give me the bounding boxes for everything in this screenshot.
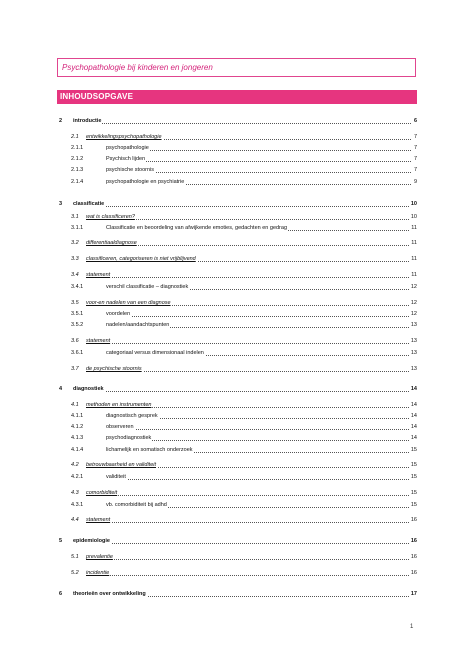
toc-entry-number: 4.1.2 <box>71 424 84 430</box>
toc-entry-title[interactable]: validiteit <box>106 474 126 480</box>
toc-entry-number: 4.1.1 <box>71 413 84 419</box>
toc-entry-number: 2.1.2 <box>71 156 84 162</box>
toc-entry-title[interactable]: classificatie <box>73 201 105 207</box>
toc-entry-number: 3.6 <box>71 338 79 344</box>
toc-entry-number: 3.1 <box>71 214 79 220</box>
toc-entry-title[interactable]: statement <box>86 272 111 278</box>
toc-entry-page: 16 <box>410 538 417 544</box>
toc-entry-number: 3.7 <box>71 366 79 372</box>
toc-entry[interactable] <box>57 386 417 396</box>
toc-entry-number: 4.3.1 <box>71 502 84 508</box>
toc-entry-title[interactable]: psychische stoornis <box>106 167 154 173</box>
toc-entry[interactable] <box>57 118 417 128</box>
toc-entry-page: 15 <box>410 462 417 468</box>
toc-entry[interactable] <box>57 167 417 177</box>
toc-entry-page: 14 <box>410 402 417 408</box>
toc-entry-title[interactable]: vb. comorbiditeit bij adhd <box>106 502 167 508</box>
toc-entry-number: 3.1.1 <box>71 225 84 231</box>
toc-entry[interactable] <box>57 201 417 211</box>
toc-entry-number: 2.1.4 <box>71 179 84 185</box>
toc-dot-leader <box>106 316 411 317</box>
toc-entry-page: 13 <box>410 350 417 356</box>
toc-entry-page: 11 <box>411 240 417 246</box>
toc-dot-leader <box>73 391 411 392</box>
toc-entry-title[interactable]: voordelen <box>106 311 131 317</box>
toc-entry-number: 3.6.1 <box>71 350 84 356</box>
toc-entry[interactable] <box>57 490 417 500</box>
toc-entry-page: 15 <box>410 447 417 453</box>
toc-entry-title[interactable]: classificeren, categoriseren is niet vrijblijvend <box>86 256 196 262</box>
toc-entry-number: 4.3 <box>71 490 79 496</box>
toc-entry-number: 4.2.1 <box>71 474 84 480</box>
toc-entry-number: 4 <box>59 386 63 392</box>
toc-entry-number: 3.3 <box>71 256 79 262</box>
toc-entry[interactable] <box>57 462 417 472</box>
toc-entry[interactable] <box>57 322 417 332</box>
toc-dot-leader <box>86 559 411 560</box>
toc-entry-page: 12 <box>410 311 417 317</box>
toc-entry-title[interactable]: diagnostisch gesprek <box>106 413 158 419</box>
toc-entry-page: 14 <box>410 424 417 430</box>
toc-entry-title[interactable]: wat is classificeren? <box>86 214 135 220</box>
toc-dot-leader <box>73 123 411 124</box>
toc-entry-number: 3.4 <box>71 272 79 278</box>
toc-entry-number: 5.2 <box>71 570 79 576</box>
toc-entry-number: 3.5 <box>71 300 79 306</box>
toc-entry-page: 6 <box>413 118 417 124</box>
toc-entry-number: 2 <box>59 118 63 124</box>
toc-entry[interactable] <box>57 413 417 423</box>
toc-entry-title[interactable]: statement <box>86 517 111 523</box>
toc-dot-leader <box>106 150 411 151</box>
toc-dot-leader <box>86 277 411 278</box>
toc-dot-leader <box>106 479 411 480</box>
toc-entry-title[interactable]: categoriaal versus dimensionaal indelen <box>106 350 204 356</box>
toc-entry-number: 3.4.1 <box>71 284 84 290</box>
toc-entry[interactable] <box>57 591 417 601</box>
toc-entry-title[interactable]: theorieën over ontwikkeling <box>73 591 146 597</box>
toc-entry-title[interactable]: psychopathologie en psychiatrie <box>106 179 185 185</box>
toc-entry[interactable] <box>57 284 417 294</box>
toc-entry[interactable] <box>57 272 417 282</box>
toc-entry-title[interactable]: diagnostiek <box>73 386 104 392</box>
toc-entry-page: 17 <box>410 591 417 597</box>
toc-heading-bar <box>57 90 417 104</box>
toc-entry[interactable] <box>57 554 417 564</box>
toc-entry-page: 13 <box>410 338 417 344</box>
toc-entry-page: 7 <box>413 167 417 173</box>
toc-entry[interactable] <box>57 256 417 266</box>
toc-entry-page: 13 <box>410 366 417 372</box>
toc-entry[interactable] <box>57 300 417 310</box>
toc-entry-title[interactable]: statement <box>86 338 111 344</box>
toc-entry-page: 15 <box>410 474 417 480</box>
toc-entry[interactable] <box>57 402 417 412</box>
toc-entry-page: 16 <box>410 517 417 523</box>
toc-entry-page: 7 <box>413 156 417 162</box>
toc-entry-number: 2.1.3 <box>71 167 84 173</box>
toc-entry[interactable] <box>57 517 417 527</box>
toc-heading: INHOUDSOPGAVE <box>60 92 134 101</box>
toc-entry-title[interactable]: de psychische stoornis <box>86 366 142 372</box>
toc-entry[interactable] <box>57 366 417 376</box>
toc-entry-number: 3.2 <box>71 240 79 246</box>
toc-entry-page: 14 <box>410 413 417 419</box>
toc-entry-number: 3.5.2 <box>71 322 84 328</box>
toc-entry-title[interactable]: methoden en instrumenten <box>86 402 152 408</box>
toc-entry[interactable] <box>57 156 417 166</box>
toc-entry-title[interactable]: entwikkelingspsychopathologie <box>86 134 162 140</box>
toc-entry-title[interactable]: lichamelijk en somatisch onderzoek <box>106 447 193 453</box>
toc-entry[interactable] <box>57 311 417 321</box>
toc-dot-leader <box>73 543 411 544</box>
toc-entry-number: 6 <box>59 591 63 597</box>
toc-entry-title[interactable]: observeren <box>106 424 134 430</box>
toc-entry-page: 10 <box>410 201 417 207</box>
toc-entry-number: 2.1 <box>71 134 79 140</box>
toc-entry-page: 14 <box>410 435 417 441</box>
toc-entry[interactable] <box>57 134 417 144</box>
toc-entry-title[interactable]: epidemiologie <box>73 538 110 544</box>
toc-entry-number: 3.5.1 <box>71 311 84 317</box>
toc-dot-leader <box>86 575 411 576</box>
toc-entry-title[interactable]: Psychisch lijden <box>106 156 146 162</box>
toc-entry-page: 15 <box>410 490 417 496</box>
toc-entry-number: 4.2 <box>71 462 79 468</box>
toc-entry[interactable] <box>57 502 417 512</box>
toc-entry[interactable] <box>57 225 417 235</box>
toc-entry[interactable] <box>57 240 417 250</box>
toc-entry[interactable] <box>57 214 417 224</box>
toc-entry-title[interactable]: psychodiagnostiek <box>106 435 152 441</box>
toc-entry-page: 10 <box>410 214 417 220</box>
toc-entry-page: 16 <box>410 554 417 560</box>
toc-entry-number: 4.1 <box>71 402 79 408</box>
toc-entry[interactable] <box>57 424 417 434</box>
toc-entry-page: 13 <box>410 322 417 328</box>
toc-entry-title[interactable]: prevalentie <box>86 554 113 560</box>
toc-entry[interactable] <box>57 570 417 580</box>
toc-entry-title[interactable]: comorbiditeit <box>86 490 118 496</box>
toc-dot-leader <box>86 495 411 496</box>
toc-entry-page: 7 <box>413 134 417 140</box>
toc-entry-number: 5 <box>59 538 63 544</box>
toc-entry[interactable] <box>57 179 417 189</box>
toc-entry[interactable] <box>57 435 417 445</box>
toc-entry[interactable] <box>57 447 417 457</box>
toc-entry[interactable] <box>57 350 417 360</box>
toc-entry-title[interactable]: incidentie <box>86 570 110 576</box>
toc-entry-number: 3 <box>59 201 63 207</box>
toc-entry-title[interactable]: voor-en nadelen van een diagnose <box>86 300 171 306</box>
toc-entry[interactable] <box>57 145 417 155</box>
toc-entry-number: 5.1 <box>71 554 79 560</box>
page-number: 1 <box>410 624 414 630</box>
toc-entry-page: 11 <box>411 256 417 262</box>
toc-entry[interactable] <box>57 338 417 348</box>
toc-entry-page: 16 <box>410 570 417 576</box>
toc-dot-leader <box>86 522 411 523</box>
toc-entry-number: 4.4 <box>71 517 79 523</box>
toc-entry-title[interactable]: differentiaaldiagnose <box>86 240 137 246</box>
toc-entry-title[interactable]: betrouwbaarheid en validiteit <box>86 462 157 468</box>
toc-entry-number: 4.1.3 <box>71 435 84 441</box>
toc-dot-leader <box>86 343 411 344</box>
toc-entry-title[interactable]: psychopathologie <box>106 145 149 151</box>
toc-entry[interactable] <box>57 474 417 484</box>
toc-entry-title[interactable]: verschil classificatie – diagnostiek <box>106 284 189 290</box>
toc-entry-page: 9 <box>413 179 417 185</box>
toc-entry-number: 4.1.4 <box>71 447 84 453</box>
toc-dot-leader <box>73 206 411 207</box>
toc-dot-leader <box>106 429 411 430</box>
toc-entry-title[interactable]: nadelen/aandachtspunten <box>106 322 170 328</box>
toc-dot-leader <box>106 161 411 162</box>
toc-entry-page: 11 <box>411 225 417 231</box>
toc-entry[interactable] <box>57 538 417 548</box>
toc-entry-page: 12 <box>410 300 417 306</box>
toc-entry-page: 15 <box>410 502 417 508</box>
document-header-title: Psychopathologie bij kinderen en jongeren <box>62 63 213 72</box>
toc-entry-number: 2.1.1 <box>71 145 84 151</box>
toc-entry-page: 7 <box>413 145 417 151</box>
toc-entry-page: 12 <box>410 284 417 290</box>
toc-entry-page: 14 <box>410 386 417 392</box>
toc-entry-page: 11 <box>411 272 417 278</box>
toc-entry-title[interactable]: Classificatie en beoordeling van afwijkende emoties, gedachten en gedrag <box>106 225 288 231</box>
header-box <box>57 58 416 77</box>
toc-entry-title[interactable]: introductie <box>73 118 102 124</box>
